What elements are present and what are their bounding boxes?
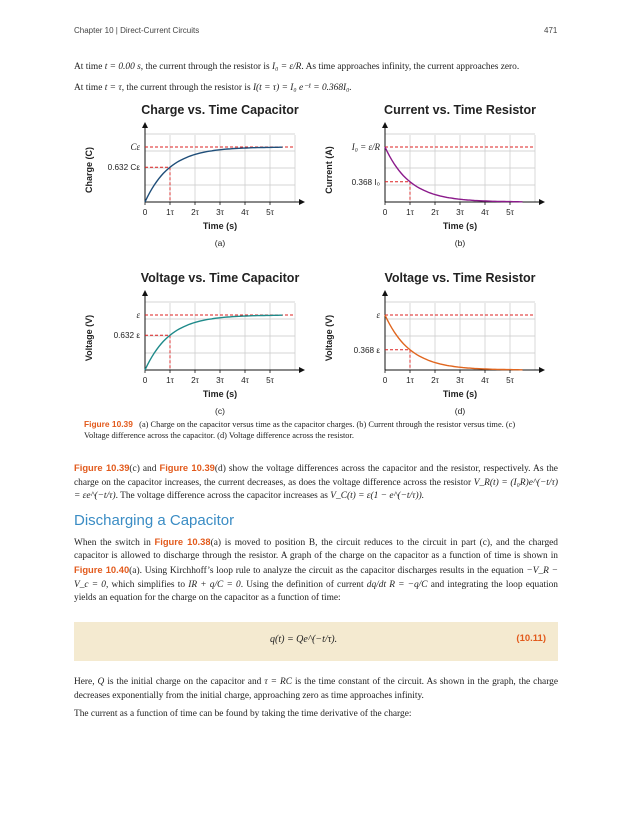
chart-panel-d	[320, 268, 550, 423]
x-tick-label: 5τ	[266, 208, 274, 217]
x-tick-label: 5τ	[266, 376, 274, 385]
y-tick-label: I₀ = ε/R	[351, 142, 380, 152]
x-tick-label: 2τ	[191, 376, 199, 385]
x-tick-label: 4τ	[241, 208, 249, 217]
x-tick-label: 5τ	[506, 208, 514, 217]
intro-line-1: At time t = 0.00 s, the current through the resistor is I₀ = ε/R. As time approaches infinity, the current approaches zero.	[74, 62, 520, 72]
y-tick-label: Cε	[130, 142, 140, 152]
x-tick-label: 2τ	[191, 208, 199, 217]
figure-link[interactable]: Figure 10.39	[74, 462, 130, 473]
panel-label: (b)	[454, 238, 466, 248]
intro-line-2: At time t = τ, the current through the resistor is I(t = τ) = I₀ e⁻¹ = 0.368I₀.	[74, 83, 352, 93]
data-line	[385, 315, 523, 370]
chart-panel-b	[320, 100, 550, 255]
data-line	[145, 315, 283, 370]
y-axis-label: Charge (C)	[84, 146, 94, 194]
x-axis-label: Time (s)	[202, 389, 238, 399]
paragraph-current: The current as a function of time can be found by taking the time derivative of the charge:	[74, 709, 412, 719]
y-axis-label: Voltage (V)	[324, 314, 334, 362]
figure-caption-text: (a) Charge on the capacitor versus time as the capacitor charges. (b) Current through the resistor versus time. (c) Voltage difference across the capacitor. (d) Voltage difference across the resistor.	[84, 420, 516, 440]
x-axis-label: Time (s)	[442, 389, 478, 399]
paragraph-discharging: When the switch in Figure 10.38(a) is moved to position B, the circuit reduces to the circuit in part (c), and the charged capacitor is allowed to discharge through the resistor. A graph of the charge on the capacitor as a function of time is shown in Figure 10.40(a). Using Kirchhoff’s loop rule to analyze the circuit as the capacitor discharges results in the equation −V_R − V_c = 0, which simplifies to IR + q/C = 0. Using the definition of current dq/dt R = −q/C and integrating the loop equation yields an equation for the charge on the capacitor as a function of time:	[74, 536, 559, 603]
figure-link[interactable]: Figure 10.39	[159, 462, 215, 473]
x-axis-arrow	[299, 367, 305, 373]
x-tick-label: 1τ	[166, 376, 174, 385]
chart-panel-c	[80, 268, 310, 423]
y-axis-arrow	[382, 122, 388, 128]
panel-title: Charge vs. Time Capacitor	[141, 103, 299, 117]
y-tick-label: ε	[136, 310, 140, 320]
x-tick-label: 3τ	[456, 376, 464, 385]
figure-caption-label: Figure 10.39	[84, 419, 133, 429]
x-tick-label: 2τ	[431, 208, 439, 217]
panel-title: Voltage vs. Time Capacitor	[140, 271, 300, 285]
x-axis-label: Time (s)	[442, 221, 478, 231]
equation-box	[74, 622, 558, 661]
x-tick-label: 0	[382, 208, 388, 217]
equation: q(t) = Qe^(−t/τ).	[270, 634, 338, 645]
page-number: 471	[544, 26, 558, 35]
panel-label: (a)	[214, 238, 226, 248]
panel-title: Current vs. Time Resistor	[384, 103, 536, 117]
section-title: Discharging a Capacitor	[74, 512, 235, 529]
y-tick-label: 0.632 ε	[113, 331, 140, 341]
x-tick-label: 4τ	[241, 376, 249, 385]
x-tick-label: 5τ	[506, 376, 514, 385]
y-tick-label: 0.632 Cε	[107, 163, 140, 173]
x-tick-label: 3τ	[216, 376, 224, 385]
x-tick-label: 4τ	[481, 208, 489, 217]
x-tick-label: 4τ	[481, 376, 489, 385]
y-axis-label: Current (A)	[324, 146, 334, 194]
x-tick-label: 2τ	[431, 376, 439, 385]
x-axis-label: Time (s)	[202, 221, 238, 231]
x-tick-label: 3τ	[456, 208, 464, 217]
data-line	[385, 147, 523, 202]
x-tick-label: 1τ	[166, 208, 174, 217]
x-tick-label: 0	[142, 376, 148, 385]
figure-link[interactable]: Figure 10.38	[154, 536, 211, 547]
x-axis-arrow	[539, 367, 545, 373]
figure-caption	[84, 419, 542, 441]
panel-label: (d)	[454, 406, 466, 416]
y-axis-arrow	[382, 290, 388, 296]
y-tick-label: ε	[376, 310, 380, 320]
chart-panel-a	[80, 100, 310, 255]
y-tick-label: 0.368 I₀	[351, 177, 380, 187]
y-axis-arrow	[142, 122, 148, 128]
x-tick-label: 1τ	[406, 208, 414, 217]
panel-title: Voltage vs. Time Resistor	[384, 271, 536, 285]
paragraph-initial-charge: Here, Q is the initial charge on the capacitor and τ = RC is the time constant of the circuit. As shown in the graph, the charge decreases exponentially from the initial charge, approaching zero as time approaches infinity.	[74, 677, 558, 701]
running-header: Chapter 10 | Direct-Current Circuits	[74, 26, 200, 35]
equation-number: (10.11)	[516, 633, 546, 644]
x-axis-arrow	[299, 199, 305, 205]
paragraph-voltage: Figure 10.39(c) and Figure 10.39(d) show the voltage differences across the capacitor and the resistor, respectively. As the charge on the capacitor increases, the current decreases, as does the voltage difference across the resistor V_R(t) = (I₀R)e^(−t/τ) = εe^(−t/τ). The voltage difference across the capacitor increases as V_C(t) = ε(1 − e^(−t/τ)).	[74, 462, 558, 502]
x-tick-label: 3τ	[216, 208, 224, 217]
panel-label: (c)	[215, 406, 225, 416]
figure-link[interactable]: Figure 10.40	[74, 564, 130, 576]
y-axis-arrow	[142, 290, 148, 296]
x-axis-arrow	[539, 199, 545, 205]
x-tick-label: 1τ	[406, 376, 414, 385]
y-tick-label: 0.368 ε	[353, 345, 380, 355]
x-tick-label: 0	[142, 208, 148, 217]
data-line	[145, 147, 283, 202]
x-tick-label: 0	[382, 376, 388, 385]
y-axis-label: Voltage (V)	[84, 314, 94, 362]
